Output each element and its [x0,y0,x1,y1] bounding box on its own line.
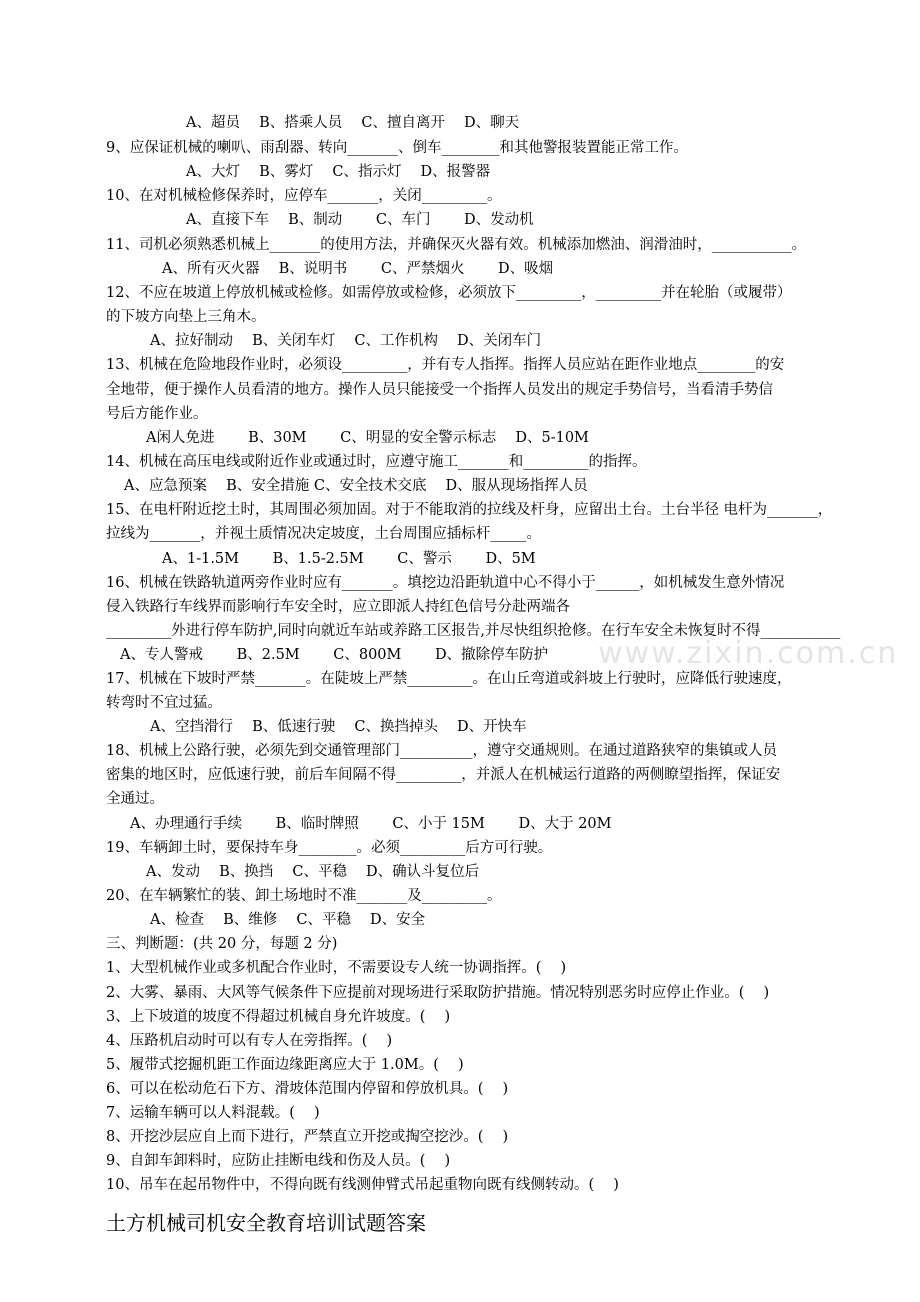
text-line: A、超员 B、搭乘人员 C、擅自离开 D、聊天 [186,115,520,131]
text-line: 密集的地区时，应低速行驶，前后车间隔不得_________，并派人在机械运行道路的两侧瞭望指挥，保证安 [106,767,781,783]
text-line: 全通过。 [106,791,164,807]
text-line: A、发动 B、换挡 C、平稳 D、确认斗复位后 [146,864,480,880]
text-line: 20、在车辆繁忙的装、卸土场地时不准_______及_________。 [106,888,502,904]
text-line: 3、上下坡道的坡度不得超过机械自身允许坡度。( ) [106,1009,451,1025]
text-line: 10、在对机械检修保养时，应停车_______，关闭_________。 [106,188,502,204]
text-line: 的下坡方向垫上三角木。 [106,309,266,325]
text-line: A、办理通行手续 B、临时牌照 C、小于 15M D、大于 20M [130,816,612,832]
text-line: A、大灯 B、雾灯 C、指示灯 D、报警器 [186,164,491,180]
text-line: 5、履带式挖掘机距工作面边缘距离应大于 1.0M。( ) [106,1057,464,1073]
text-line: 2、大雾、暴雨、大风等气候条件下应提前对现场进行采取防护措施。情况特别恶劣时应停止作业。( ) [106,985,770,1001]
text-line: 4、压路机启动时可以有专人在旁指挥。( ) [106,1033,393,1049]
text-line: 12、不应在坡道上停放机械或检修。如需停放或检修，必须放下_________，_________并在轮胎（或履带） [106,285,792,301]
text-line: A、专人警戒 B、2.5M C、800M D、撤除停车防护 [120,647,549,663]
text-line: 11、司机必须熟悉机械上_______的使用方法，并确保灭火器有效。机械添加燃油、润滑油时，___________。 [106,237,806,253]
text-line: 17、机械在下坡时严禁_______。在陡坡上严禁_________。在山丘弯道或斜坡上行驶时，应降低行驶速度， [106,671,792,687]
text-line: 1、大型机械作业或多机配合作业时，不需要设专人统一协调指挥。( ) [106,960,567,976]
text-line: 7、运输车辆可以人料混载。( ) [106,1105,320,1121]
text-line: 拉线为_______，并视土质情况决定坡度，土台周围应插标杆_____。 [106,526,541,542]
text-line: 8、开挖沙层应自上而下进行，严禁直立开挖或掏空挖沙。( ) [106,1129,509,1145]
text-line: 6、可以在松动危石下方、滑坡体范围内停留和停放机具。( ) [106,1081,509,1097]
text-line: 号后方能作业。 [106,406,208,422]
text-line: A、检查 B、维修 C、平稳 D、安全 [150,912,426,928]
answer-title: 土方机械司机安全教育培训试题答案 [106,1211,426,1235]
text-line: 16、机械在铁路轨道两旁作业时应有_______。填挖边沿距轨道中心不得小于______，如机械发生意外情况 [106,575,785,591]
text-line: A、所有灭火器 B、说明书 C、严禁烟火 D、吸烟 [162,261,554,277]
text-line: A、应急预案 B、安全措施 C、安全技术交底 D、服从现场指挥人员 [124,478,588,494]
text-line: A、空挡滑行 B、低速行驶 C、换挡掉头 D、开快车 [150,719,527,735]
text-line: 全地带，便于操作人员看清的地方。操作人员只能接受一个指挥人员发出的规定手势信号，当看清手势信 [106,382,773,398]
text-line: 14、机械在高压电线或附近作业或通过时，应遵守施工_______和_________的指挥。 [106,454,647,470]
text-line: 19、车辆卸土时，要保持车身________。必须_________后方可行驶。 [106,840,553,856]
text-line: 13、机械在危险地段作业时，必须设_________，并有专人指挥。指挥人员应站在距作业地点________的安 [106,357,785,373]
section-heading: 三、判断题：(共 20 分，每题 2 分) [106,936,338,952]
text-line: 9、应保证机械的喇叭、雨刮器、转向_______、倒车________和其他警报装置能正常工作。 [106,140,688,156]
watermark: www.zixin.com.cn [598,636,899,671]
text-line: A、拉好制动 B、关闭车灯 C、工作机构 D、关闭车门 [150,333,542,349]
text-line: 侵入铁路行车线界而影响行车安全时，应立即派人持红色信号分赴两端各 [106,599,570,615]
text-line: 15、在电杆附近挖土时，其周围必须加固。对于不能取消的拉线及杆身，应留出土台。土台半径 电杆为_______， [106,502,833,518]
text-line: 18、机械上公路行驶，必须先到交通管理部门__________，遵守交通规则。在通过道路狭窄的集镇或人员 [106,743,777,759]
text-line: 10、吊车在起吊物件中，不得向既有线测伸臂式吊起重物向既有线侧转动。( ) [106,1177,619,1193]
text-line: _________外进行停车防护,同时向就近车站或养路工区报告,并尽快组织抢修。在行车安全未恢复时不得___________ [106,623,841,639]
text-line: 转弯时不宜过猛。 [106,695,222,711]
text-line: A、直接下车 B、制动 C、车门 D、发动机 [186,212,534,228]
text-line: A、1-1.5M B、1.5-2.5M C、警示 D、5M [162,551,536,567]
text-line: A闲人免进 B、30M C、明显的安全警示标志 D、5-10M [146,430,589,446]
text-line: 9、自卸车卸料时，应防止挂断电线和伤及人员。( ) [106,1153,451,1169]
